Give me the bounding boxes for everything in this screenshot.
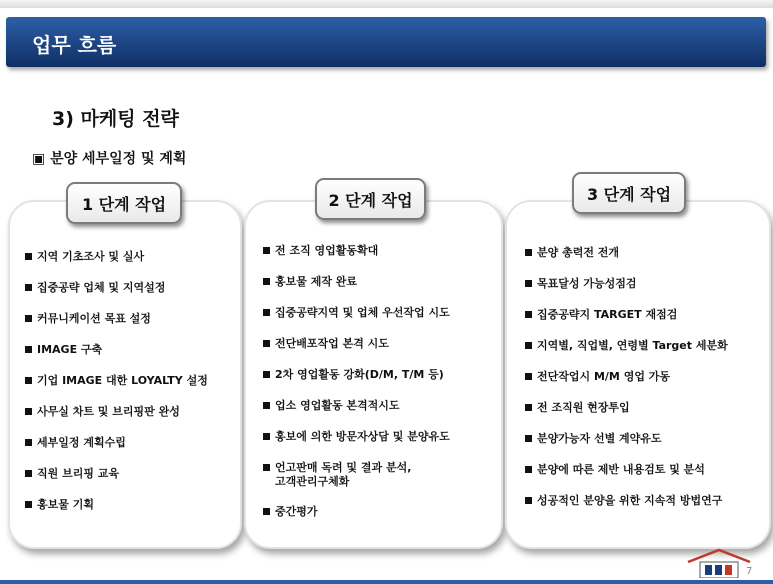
list-item: 사무실 차트 및 브리핑판 완성 xyxy=(25,405,208,436)
list-item: 홍보물 제작 완료 xyxy=(263,275,450,306)
list-item: 기업 IMAGE 대한 LOYALTY 설정 xyxy=(25,374,208,405)
list-item: 집중공략지 TARGET 재점검 xyxy=(525,308,728,339)
list-item: 2차 영업활동 강화(D/M, T/M 등) xyxy=(263,368,450,399)
list-item: 분양에 따른 제반 내용검토 및 분석 xyxy=(525,463,728,494)
stage-2-label: 2 단계 작업 xyxy=(315,178,426,220)
stage-1-label: 1 단계 작업 xyxy=(66,182,182,224)
page-number: 7 xyxy=(746,566,753,577)
list-item: IMAGE 구축 xyxy=(25,343,208,374)
bottom-rule xyxy=(0,580,773,584)
subsection-title: ▣ 분양 세부일정 및 계획 xyxy=(32,151,187,167)
list-item: 성공적인 분양을 위한 지속적 방법연구 xyxy=(525,494,728,525)
top-rule xyxy=(0,0,773,8)
list-item: 분양가능자 선별 계약유도 xyxy=(525,432,728,463)
stage-3-list xyxy=(525,246,728,525)
list-item: 홍보물 기획 xyxy=(25,498,208,529)
list-item: 중간평가 xyxy=(263,505,450,536)
list-item: 홍보에 의한 방문자상담 및 분양유도 xyxy=(263,430,450,461)
list-item: 지역별, 직업별, 연령별 Target 세분화 xyxy=(525,339,728,370)
header-bar xyxy=(6,17,766,67)
list-item: 업소 영업활동 본격적시도 xyxy=(263,399,450,430)
list-item: 집중공략 업체 및 지역설정 xyxy=(25,281,208,312)
list-item: 전 조직원 현장투입 xyxy=(525,401,728,432)
house-logo-icon xyxy=(686,548,752,578)
list-item: 목표달성 가능성점검 xyxy=(525,277,728,308)
list-item: 세부일정 계획수립 xyxy=(25,436,208,467)
list-item: 커뮤니케이션 목표 설정 xyxy=(25,312,208,343)
list-item: 전단작업시 M/M 영업 가동 xyxy=(525,370,728,401)
list-item: 전단배포작업 본격 시도 xyxy=(263,337,450,368)
list-item: 언고판매 독려 및 결과 분석, 고객관리구체화 xyxy=(263,461,450,505)
section-title: 3) 마케팅 전략 xyxy=(52,108,179,130)
stage-1-list xyxy=(25,250,208,529)
list-item: 직원 브리핑 교육 xyxy=(25,467,208,498)
stage-2-list xyxy=(263,244,450,536)
page-title: 업무 흐름 xyxy=(32,33,117,57)
list-item: 지역 기초조사 및 실사 xyxy=(25,250,208,281)
list-item: 집중공략지역 및 업체 우선작업 시도 xyxy=(263,306,450,337)
list-item: 전 조직 영업활동확대 xyxy=(263,244,450,275)
stage-3-label: 3 단계 작업 xyxy=(572,172,686,214)
list-item: 분양 총력전 전개 xyxy=(525,246,728,277)
